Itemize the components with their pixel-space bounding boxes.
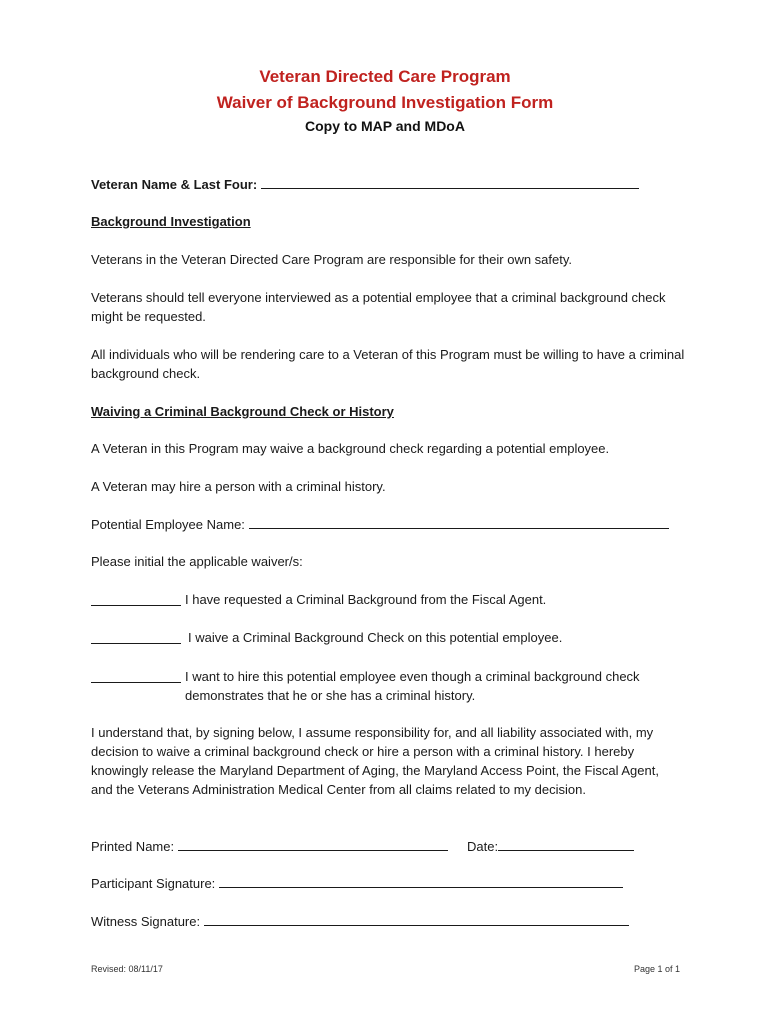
witness-signature-row [91, 912, 629, 931]
potential-employee-field[interactable] [249, 515, 669, 529]
initial-prompt: Please initial the applicable waiver/s: [91, 554, 303, 569]
waiver-option-2: I waive a Criminal Background Check on this potential employee. [188, 630, 563, 645]
waiver-option-3-line1: I want to hire this potential employee even though a criminal background check [185, 669, 640, 684]
potential-employee-row [91, 515, 669, 534]
participant-signature-label: Participant Signature: [91, 876, 216, 891]
revised-date: Revised: 08/11/17 [91, 964, 163, 974]
background-heading: Background Investigation [91, 214, 251, 229]
printed-name-label: Printed Name: [91, 839, 175, 854]
form-title-line1: Veteran Directed Care Program [259, 67, 511, 86]
witness-signature-label: Witness Signature: [91, 914, 201, 929]
form-subtitle: Copy to MAP and MDoA [305, 118, 465, 134]
background-paragraph-1: Veterans in the Veteran Directed Care Program are responsible for their own safety. [91, 252, 573, 267]
waiving-heading: Waiving a Criminal Background Check or History [91, 404, 394, 419]
printed-name-field[interactable] [178, 837, 448, 851]
acknowledgement-paragraph: I understand that, by signing below, I assume responsibility for, and all liability associated with, my decision to waive a criminal background check or hire a person with a criminal history. I hereby knowingly release the Maryland Department of Aging, the Maryland Access Point, the Fiscal Agent, and the Veterans Administration Medical Center from all claims related to my decision. [91, 725, 659, 797]
waiver-initial-field-2[interactable] [91, 630, 181, 644]
participant-signature-row [91, 874, 623, 893]
veteran-name-row [91, 175, 639, 194]
date-field[interactable] [498, 837, 634, 851]
waiver-initial-field-1[interactable] [91, 592, 181, 606]
waiver-initial-field-3[interactable] [91, 669, 181, 683]
veteran-name-label: Veteran Name & Last Four: [91, 177, 258, 192]
waiving-paragraph-2: A Veteran may hire a person with a criminal history. [91, 479, 386, 494]
witness-signature-field[interactable] [204, 912, 629, 926]
page-number: Page 1 of 1 [633, 964, 680, 974]
waiving-paragraph-1: A Veteran in this Program may waive a background check regarding a potential employee. [91, 441, 610, 456]
waiver-option-3-line2: demonstrates that he or she has a criminal history. [185, 688, 476, 703]
veteran-name-field[interactable] [261, 175, 639, 189]
background-paragraph-2: Veterans should tell everyone interviewed as a potential employee that a criminal background check might be requested. [91, 290, 666, 324]
potential-employee-label: Potential Employee Name: [91, 517, 245, 532]
printed-name-row [91, 837, 448, 856]
participant-signature-field[interactable] [219, 874, 623, 888]
date-label: Date: [467, 839, 499, 854]
waiver-option-1: I have requested a Criminal Background from the Fiscal Agent. [185, 592, 547, 607]
form-title-line2: Waiver of Background Investigation Form [216, 93, 554, 112]
date-row [467, 837, 634, 856]
background-paragraph-3: All individuals who will be rendering care to a Veteran of this Program must be willing to have a criminal background check. [91, 347, 685, 381]
